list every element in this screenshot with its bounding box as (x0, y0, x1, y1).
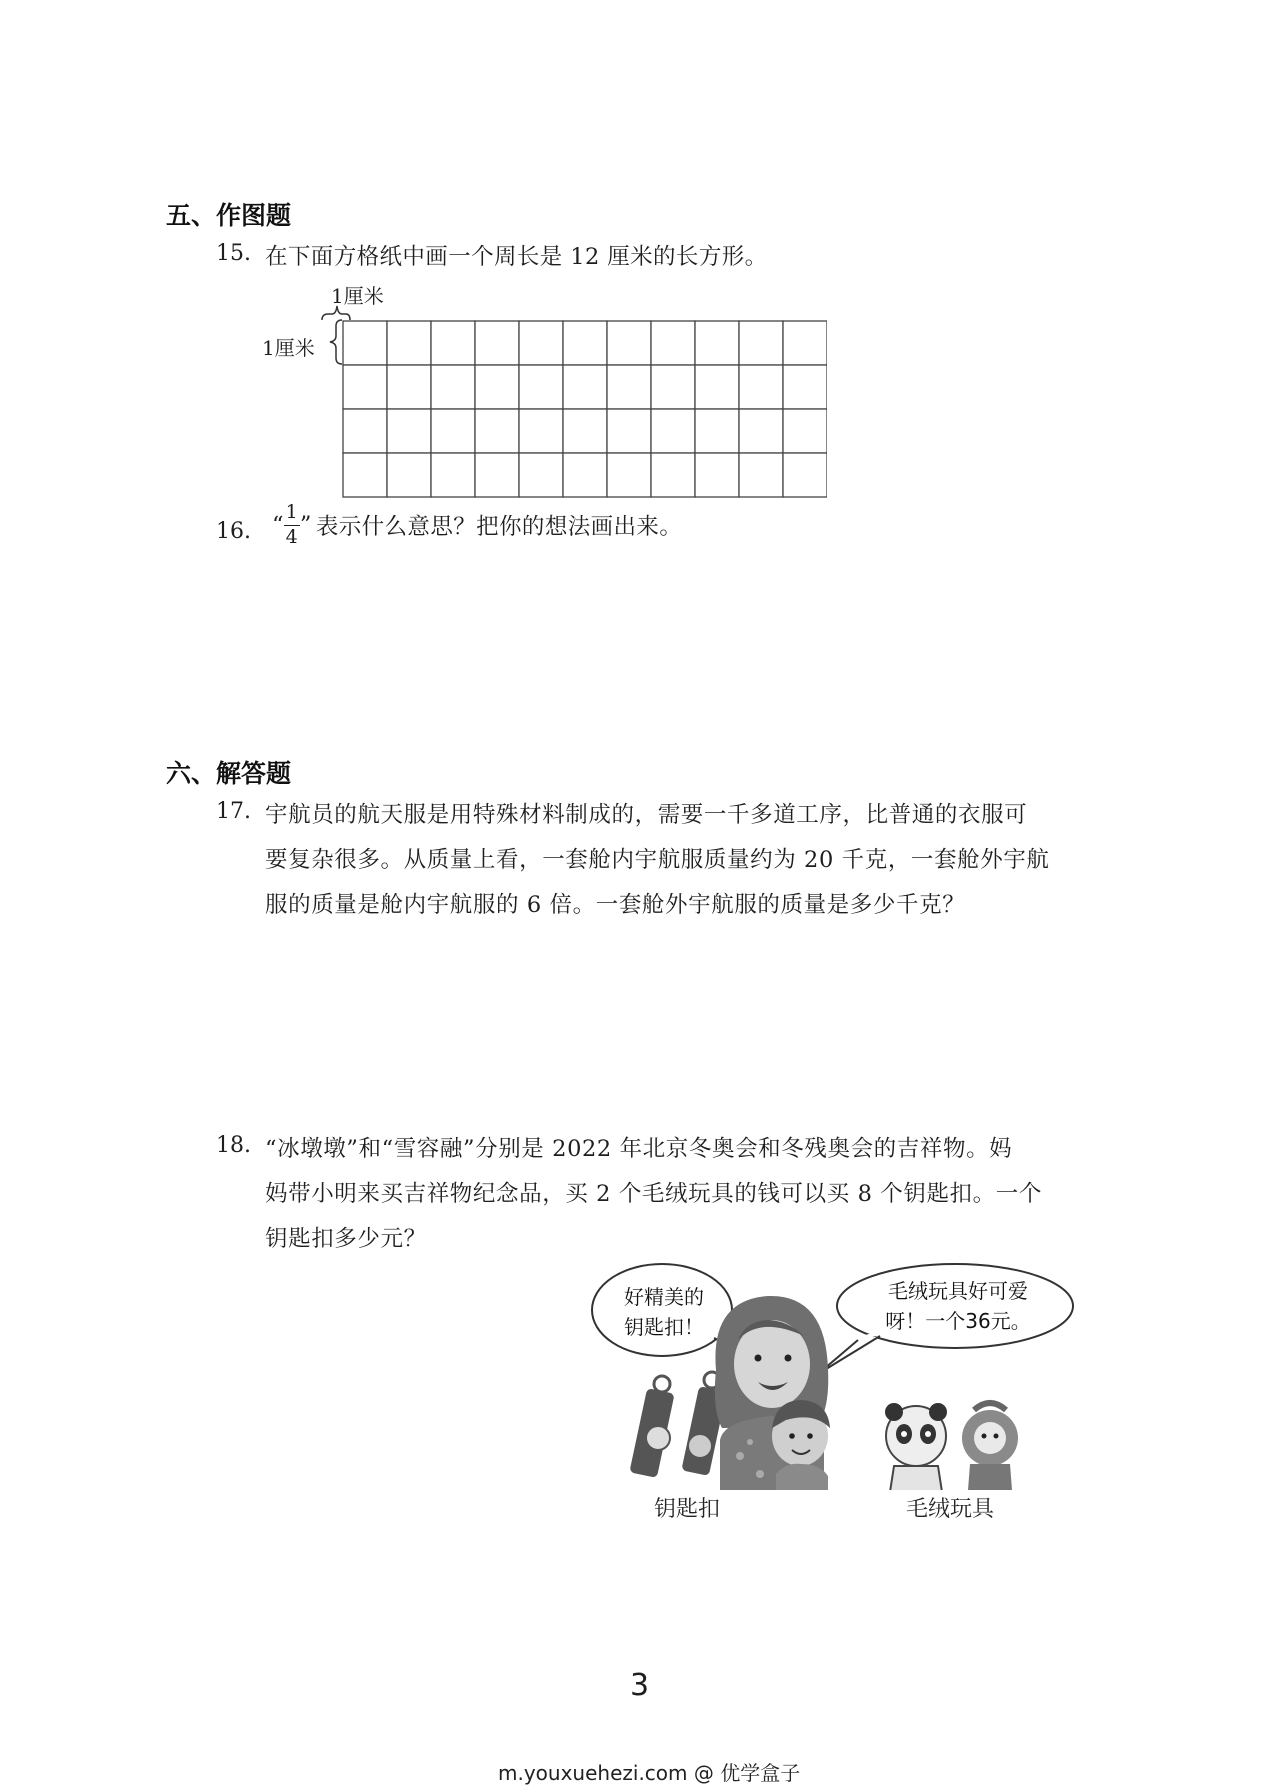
grid-cell[interactable] (695, 453, 739, 497)
panda-mascot-icon (885, 1403, 947, 1490)
grid-cell[interactable] (607, 453, 651, 497)
grid-cell[interactable] (343, 453, 387, 497)
lantern-mascot-icon (962, 1403, 1018, 1490)
question-18-line-2: 妈带小明来买吉祥物纪念品，买 2 个毛绒玩具的钱可以买 8 个钥匙扣。一个 (265, 1181, 1042, 1207)
question-15-number: 15. (216, 241, 251, 266)
grid-cell[interactable] (651, 453, 695, 497)
question-17-line-1: 宇航员的航天服是用特殊材料制成的，需要一千多道工序，比普通的衣服可 (265, 802, 1028, 828)
speech-bubble-left-text (608, 1282, 720, 1342)
question-18-line-1: “冰墩墩”和“雪容融”分别是 2022 年北京冬奥会和冬残奥会的吉祥物。妈 (265, 1136, 1013, 1162)
grid-cell[interactable] (783, 321, 827, 365)
question-17-line-3: 服的质量是舱内宇航服的 6 倍。一套舱外宇航服的质量是多少千克？ (265, 892, 966, 918)
grid-cell[interactable] (519, 365, 563, 409)
square-grid-paper[interactable] (342, 320, 827, 498)
question-18-line-3: 钥匙扣多少元？ (265, 1226, 427, 1252)
grid-cell[interactable] (783, 453, 827, 497)
footer-watermark: m.youxuehezi.com @ 优学盒子 (498, 1761, 801, 1785)
grid-cell[interactable] (475, 321, 519, 365)
grid-cell[interactable] (519, 321, 563, 365)
grid-cell[interactable] (343, 321, 387, 365)
grid-cell[interactable] (739, 409, 783, 453)
grid-cell[interactable] (563, 321, 607, 365)
fraction-numerator: 1 (285, 501, 299, 523)
grid-cell[interactable] (431, 409, 475, 453)
grid-unit-top-label: 1厘米 (331, 284, 384, 308)
boy-figure-icon (772, 1400, 830, 1490)
grid-cell[interactable] (343, 409, 387, 453)
caption-plush-toy: 毛绒玩具 (906, 1497, 995, 1522)
grid-cell[interactable] (739, 321, 783, 365)
grid-cell[interactable] (783, 409, 827, 453)
grid-cell[interactable] (607, 321, 651, 365)
speech-bubble-right-text (870, 1276, 1046, 1336)
grid-unit-left-label: 1厘米 (262, 336, 315, 360)
quote-close: ” (299, 512, 312, 539)
fraction-one-quarter (284, 503, 300, 548)
question-18-number: 18. (216, 1133, 251, 1158)
fraction-denominator: 4 (285, 525, 299, 548)
grid-cell[interactable] (651, 321, 695, 365)
grid-cell[interactable] (519, 453, 563, 497)
grid-cell[interactable] (607, 409, 651, 453)
grid-cell[interactable] (563, 365, 607, 409)
grid-cell[interactable] (695, 321, 739, 365)
speech-bubble-left-line-1: 好精美的 (624, 1285, 704, 1309)
quote-open: “ (272, 512, 284, 539)
question-15-text: 在下面方格纸中画一个周长是 12 厘米的长方形。 (265, 244, 768, 270)
grid-cell[interactable] (475, 409, 519, 453)
grid-cell[interactable] (387, 409, 431, 453)
section-6-title: 六、解答题 (166, 759, 292, 788)
grid-cell[interactable] (607, 365, 651, 409)
keychain-icon (629, 1372, 726, 1478)
grid-cell[interactable] (431, 321, 475, 365)
speech-bubble-left-line-2: 钥匙扣！ (624, 1315, 704, 1339)
question-16-number: 16. (216, 519, 251, 544)
grid-cell[interactable] (739, 365, 783, 409)
grid-cell[interactable] (431, 453, 475, 497)
page-number: 3 (630, 1668, 650, 1703)
grid-cell[interactable] (739, 453, 783, 497)
grid-cell[interactable] (563, 409, 607, 453)
question-17-line-2: 要复杂很多。从质量上看，一套舱内宇航服质量约为 20 千克，一套舱外宇航 (265, 847, 1050, 873)
question-16-text: 表示什么意思？把你的想法画出来。 (315, 514, 683, 541)
question-16-text-row (272, 503, 682, 548)
grid-cell[interactable] (695, 409, 739, 453)
grid-cell[interactable] (431, 365, 475, 409)
grid-cell[interactable] (387, 365, 431, 409)
grid-cell[interactable] (563, 453, 607, 497)
speech-bubble-right-line-1: 毛绒玩具好可爱 (888, 1279, 1028, 1303)
question-17-number: 17. (216, 799, 251, 824)
section-5-title: 五、作图题 (166, 201, 292, 230)
speech-bubble-right-line-2: 呀！一个36元。 (885, 1309, 1031, 1333)
caption-keychain: 钥匙扣 (654, 1497, 721, 1522)
grid-cell[interactable] (519, 409, 563, 453)
grid-cell[interactable] (783, 365, 827, 409)
grid-cell[interactable] (387, 321, 431, 365)
grid-cell[interactable] (695, 365, 739, 409)
grid-cell[interactable] (343, 365, 387, 409)
grid-cell[interactable] (475, 453, 519, 497)
grid-cell[interactable] (651, 365, 695, 409)
grid-cell[interactable] (475, 365, 519, 409)
grid-cell[interactable] (387, 453, 431, 497)
grid-cell[interactable] (651, 409, 695, 453)
